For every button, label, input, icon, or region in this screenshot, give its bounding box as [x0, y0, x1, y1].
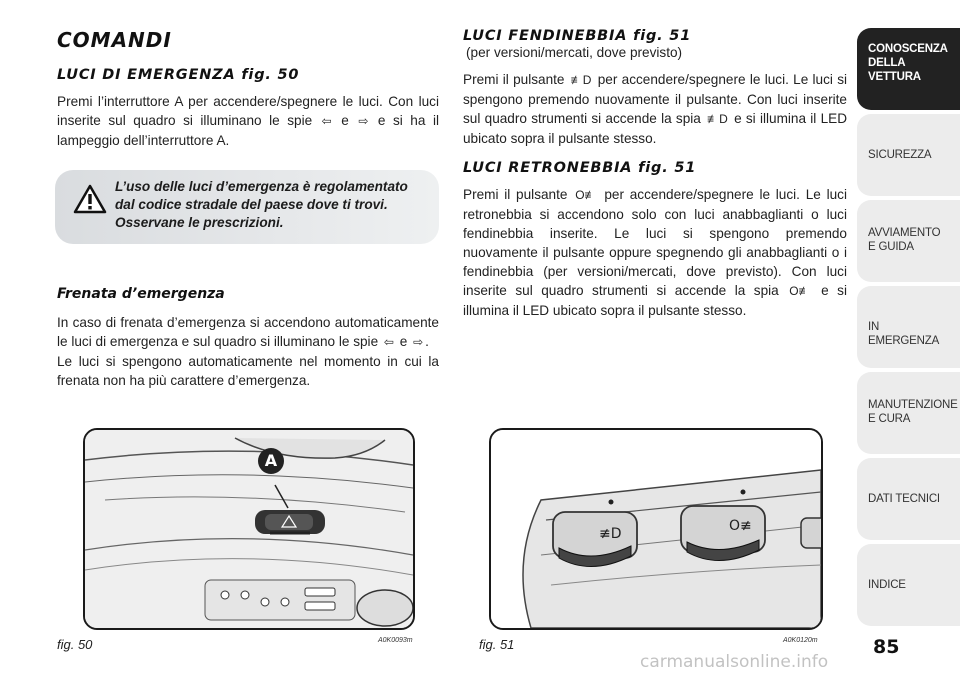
tab-label: IN EMERGENZA — [868, 321, 940, 347]
front-fog-subtitle: (per versioni/mercati, dove previsto) — [466, 45, 683, 60]
tab-dati-tecnici[interactable] — [857, 458, 960, 540]
svg-text:≢D: ≢D — [599, 526, 622, 542]
tab-label: INDICE — [868, 579, 906, 591]
tab-label: CONOSCENZA DELLA VETTURA — [868, 43, 948, 83]
page-title: COMANDI — [57, 28, 172, 52]
braking-text-e: e — [399, 334, 408, 349]
hazard-lights-paragraph — [57, 92, 439, 150]
front-fog-lamp-icon: ≢D — [570, 73, 592, 87]
rear-text-c: e si illumina il LED ubicato sopra il pulsante stesso. — [463, 283, 847, 318]
warning-text: L’uso delle luci d’emergenza è regolamentato dal codice stradale del paese dove ti trovi. Osservane le prescrizioni. — [115, 179, 408, 230]
hazard-text-2: e si ha il lampeggio dell’interruttore A. — [57, 113, 439, 148]
front-fog-paragraph — [463, 70, 847, 148]
tab-indice[interactable] — [857, 544, 960, 626]
hazard-text-1: Premi l’interruttore A per accendere/spegnere le luci. Con luci inserite sul quadro si illuminano le spie — [57, 94, 439, 128]
warning-box — [55, 170, 439, 244]
tab-sicurezza[interactable] — [857, 114, 960, 196]
tab-label: DATI TECNICI — [868, 493, 940, 505]
tab-label: AVVIAMENTO E GUIDA — [868, 227, 941, 253]
figure-50-caption: fig. 50 — [57, 637, 93, 652]
rear-text-b: per accendere/spegnere le luci. Le luci retronebbia si accendono solo con luci anabbaglianti o luci fendinebbia inserite. Le luci si spengono premendo nuovamente il pulsante oppure spegnendo gli anabbaglianti o i fendinebbia (per versioni/mercati, dove previsto). Con luci inserite sul quadro strumenti si accende la spia — [463, 187, 847, 298]
rear-fog-paragraph — [463, 185, 847, 320]
figure-51-fog-switches — [489, 428, 823, 630]
turn-left-arrow-icon: ⇦ — [383, 335, 394, 349]
tab-avviamento-e-guida[interactable] — [857, 200, 960, 282]
turn-right-arrow-icon: ⇨ — [413, 335, 424, 349]
front-fog-lamp-icon: ≢D — [707, 112, 728, 126]
section-heading-rear-fog: LUCI RETRONEBBIA fig. 51 — [463, 160, 697, 176]
warning-triangle-icon — [73, 184, 107, 214]
tab-label: SICUREZZA — [868, 149, 932, 161]
figure-50-hazard-switch — [83, 428, 415, 630]
section-heading-front-fog: LUCI FENDINEBBIA fig. 51 — [463, 28, 692, 44]
rear-fog-lamp-icon: O≢ — [575, 188, 597, 202]
watermark: carmanualsonline.info — [640, 652, 829, 672]
fog-text-a: Premi il pulsante — [463, 72, 565, 87]
figure-51-illustration — [491, 430, 821, 628]
callout-a-badge: A — [258, 448, 284, 474]
tab-conoscenza-della-vettura[interactable] — [857, 28, 960, 110]
hazard-text-e: e — [341, 113, 349, 128]
rear-text-a: Premi il pulsante — [463, 187, 568, 202]
page-number: 85 — [873, 636, 900, 658]
tab-in-emergenza[interactable] — [857, 286, 960, 368]
braking-text-end: . — [425, 334, 429, 349]
braking-text-2: Le luci si spengono automaticamente nel momento in cui la frenata non ha più carattere d’emergenza. — [57, 354, 439, 388]
figure-51-caption: fig. 51 — [479, 637, 515, 652]
emergency-braking-paragraph — [57, 313, 439, 390]
figure-50-code: A0K0093m — [378, 637, 413, 644]
figure-51-code: A0K0120m — [783, 637, 818, 644]
rear-fog-lamp-icon: O≢ — [789, 284, 811, 298]
figure-50-illustration — [85, 430, 413, 628]
svg-text:O≢: O≢ — [729, 518, 752, 534]
section-heading-emergency-braking: Frenata d’emergenza — [57, 286, 225, 302]
turn-right-arrow-icon: ⇨ — [358, 114, 369, 128]
tab-manutenzione-e-cura[interactable] — [857, 372, 960, 454]
tab-label: MANUTENZIONE E CURA — [868, 399, 958, 425]
braking-text-1: In caso di frenata d’emergenza si accendono automaticamente le luci di emergenza e sul quadro si illuminano le spie — [57, 315, 439, 349]
turn-left-arrow-icon: ⇦ — [321, 114, 332, 128]
fog-text-b: per accendere/spegnere le luci. Le luci si spengono premendo nuovamente il pulsante. Con luci inserite sul quadro strumenti si accende la spia — [463, 72, 848, 126]
fog-text-c: e si illumina il LED ubicato sopra il pulsante stesso. — [463, 111, 848, 146]
section-heading-hazard-lights: LUCI DI EMERGENZA fig. 50 — [57, 67, 300, 83]
